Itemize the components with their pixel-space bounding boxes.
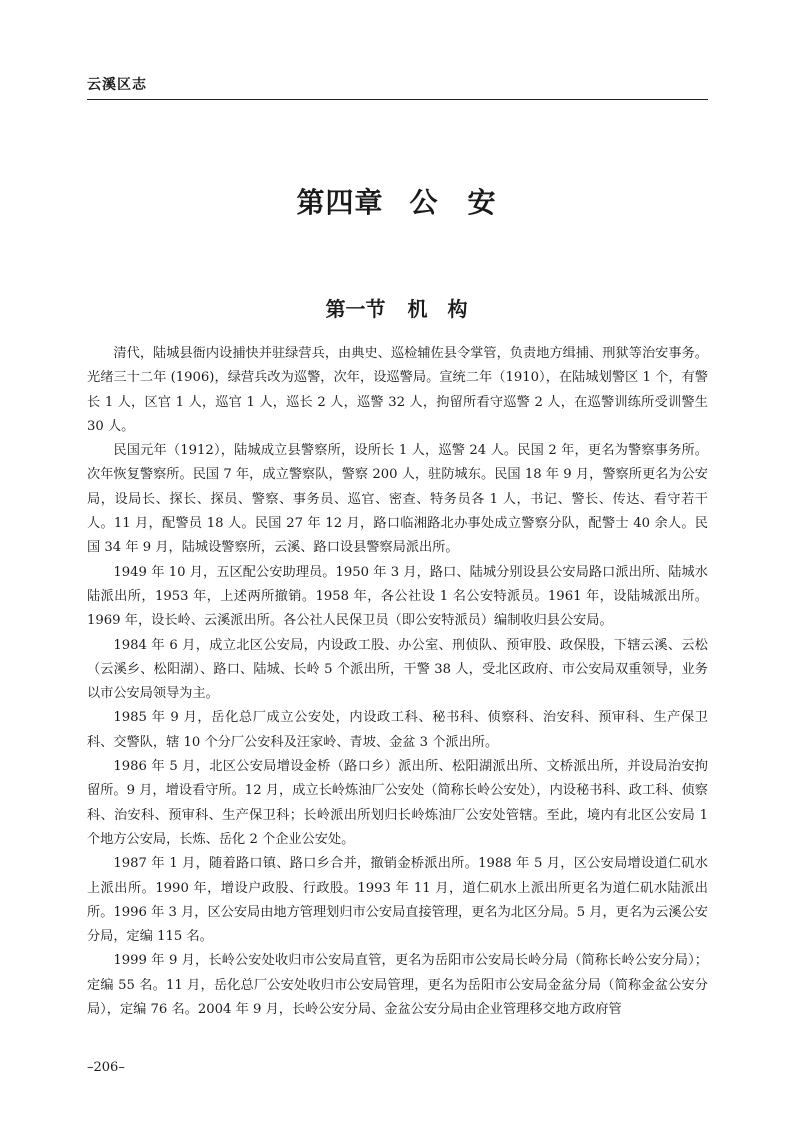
header-rule — [87, 99, 708, 100]
paragraph: 清代，陆城县衙内设捕快并驻绿营兵，由典史、巡检辅佐县令掌管，负责地方缉捕、刑狱等治安事务。光绪三十二年 (1906)，绿营兵改为巡警，次年，设巡警局。宣统二年（1910），在陆城划警区 1 个，有警长 1 人，区官 1 人，巡官 1 人，巡长 2 人，巡警 32 人，拘留所看守巡警 2 人，在巡警训练所受训警生 30 人。 — [87, 346, 708, 434]
paragraph: 1999 年 9 月，长岭公安处收归市公安局直管，更名为岳阳市公安局长岭分局（简称长岭公安分局）；定编 55 名。11 月，岳化总厂公安处收归市公安局管理，更名为岳阳市公安局金盆分局（简称金盆公安分局），定编 76 名。2004 年 9 月，长岭公安分局、金盆公安分局由企业管理移交地方政府管 — [87, 953, 708, 1018]
section-title — [0, 293, 793, 322]
page-number: –206– — [87, 1060, 125, 1075]
paragraph: 1985 年 9 月，岳化总厂成立公安处，内设政工科、秘书科、侦察科、治安科、预审科、生产保卫科、交警队，辖 10 个分厂公安科及汪家岭、青坡、金盆 3 个派出所。 — [87, 710, 708, 750]
section-name: 机 构 — [407, 297, 468, 321]
running-head-title: 云溪区志 — [87, 77, 147, 93]
chapter-number: 第四章 — [296, 186, 384, 219]
body-text — [87, 342, 708, 1022]
paragraph: 1949 年 10 月，五区配公安助理员。1950 年 3 月，路口、陆城分别设县公安局路口派出所、陆城水陆派出所，1953 年，上述两所撤销。1958 年，各公社设 1 名公安特派员。1961 年，设陆城派出所。1969 年，设长岭、云溪派出所。各公社人民保卫员（即公安特派员）编制收归县公安局。 — [87, 564, 708, 629]
chapter-title — [0, 181, 793, 221]
paragraph: 民国元年（1912），陆城成立县警察所，设所长 1 人，巡警 24 人。民国 2 年，更名为警察事务所。次年恢复警察所。民国 7 年，成立警察队，警察 200 人，驻防城东。民国 18 年 9 月，警察所更名为公安局，设局长、探长、探员、警察、事务员、巡官、密查、特务员各 1 人，书记、警长、传达、看守若干人。11 月，配警员 18 人。民国 27 年 12 月，路口临湘路北办事处成立警察分队，配警士 40 余人。民国 34 年 9 月，陆城设警察所，云溪、路口设县警察局派出所。 — [87, 443, 708, 556]
paragraph: 1987 年 1 月，随着路口镇、路口乡合并，撤销金桥派出所。1988 年 5 月，区公安局增设道仁矶水上派出所。1990 年，增设户政股、行政股。1993 年 11 月，道仁矶水上派出所更名为道仁矶水陆派出所。1996 年 3 月，区公安局由地方管理划归市公安局直接管理，更名为北区分局。5 月，更名为云溪公安分局，定编 115 名。 — [87, 856, 708, 945]
chapter-name: 公 安 — [409, 186, 497, 219]
paragraph: 1984 年 6 月，成立北区公安局，内设政工股、办公室、刑侦队、预审股、政保股，下辖云溪、云松（云溪乡、松阳湖）、路口、陆城、长岭 5 个派出所，干警 38 人，受北区政府、市公安局双重领导，业务以市公安局领导为主。 — [87, 637, 708, 702]
paragraph: 1986 年 5 月，北区公安局增设金桥（路口乡）派出所、松阳湖派出所、文桥派出所，并设局治安拘留所。9 月，增设看守所。12 月，成立长岭炼油厂公安处（简称长岭公安处），内设秘书科、政工科、侦察科、治安科、预审科、生产保卫科；长岭派出所划归长岭炼油厂公安处管辖。至此，境内有北区公安局 1 个地方公安局，长炼、岳化 2 个企业公安处。 — [87, 759, 708, 847]
section-number: 第一节 — [325, 297, 386, 321]
